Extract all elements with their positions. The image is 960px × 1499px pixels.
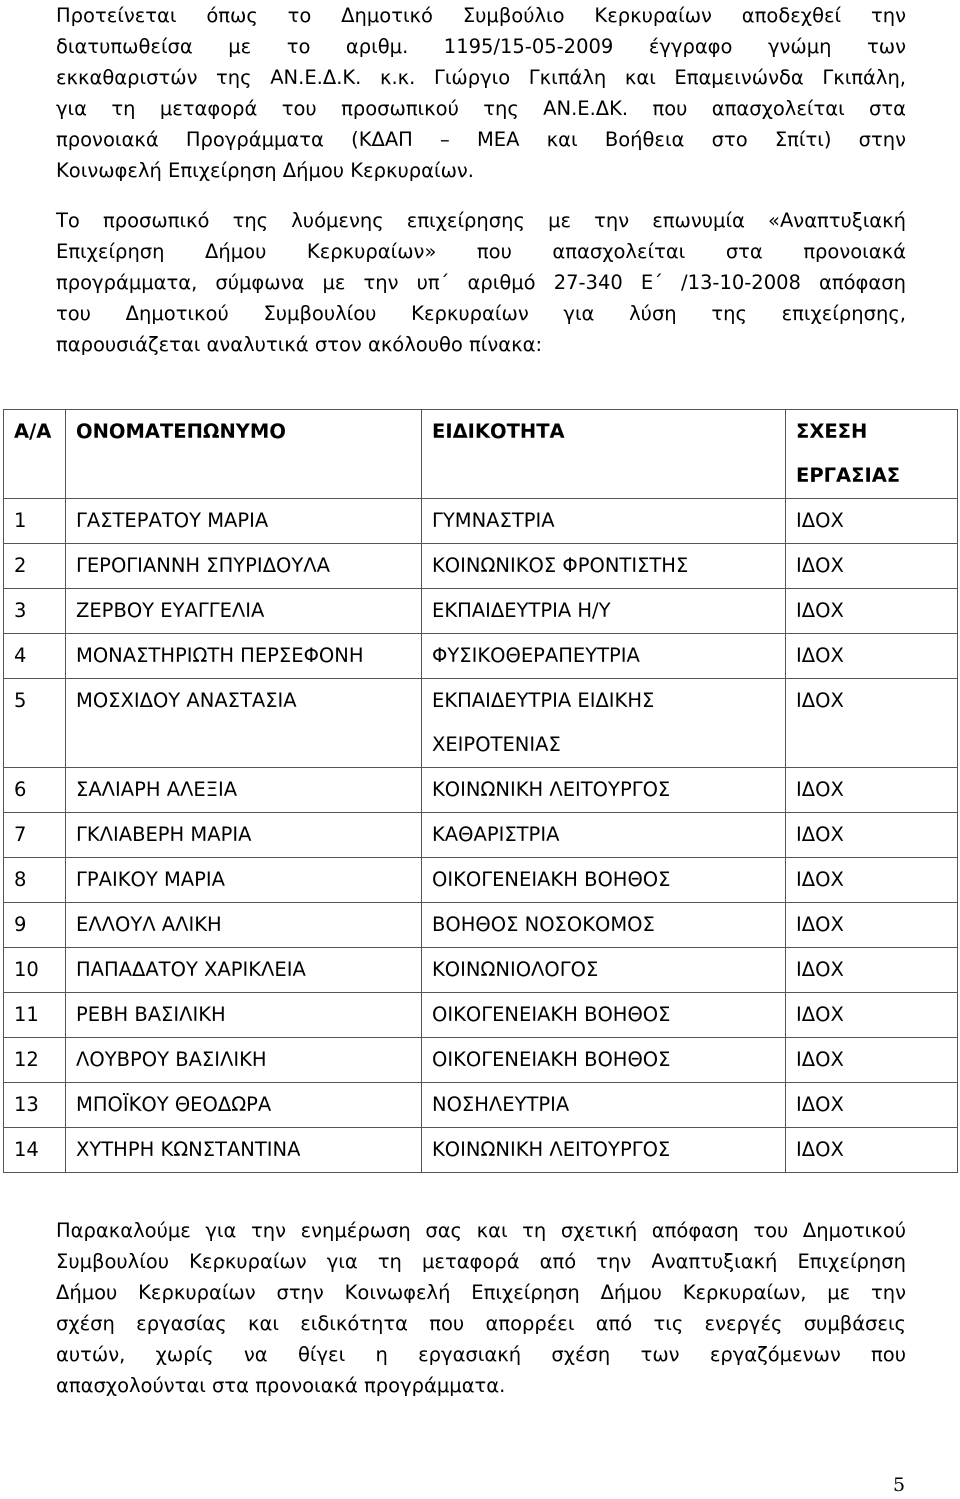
specialty-line: ΟΙΚΟΓΕΝΕΙΑΚΗ ΒΟΗΘΟΣ <box>432 1003 671 1026</box>
table-row <box>4 858 958 903</box>
cell-aa: 3 <box>4 589 66 634</box>
cell-specialty <box>422 1128 786 1173</box>
cell-aa: 14 <box>4 1128 66 1173</box>
closing-paragraph <box>56 1215 906 1401</box>
specialty-line: ΟΙΚΟΓΕΝΕΙΑΚΗ ΒΟΗΘΟΣ <box>432 868 671 891</box>
intro-paragraph <box>56 0 906 186</box>
cell-relation: ΙΔΟΧ <box>786 768 958 813</box>
specialty-line: ΚΟΙΝΩΝΙΚΗ ΛΕΙΤΟΥΡΓΟΣ <box>432 778 671 801</box>
table-row <box>4 768 958 813</box>
cell-relation: ΙΔΟΧ <box>786 544 958 589</box>
cell-aa: 2 <box>4 544 66 589</box>
cell-specialty <box>422 903 786 948</box>
specialty-line: ΦΥΣΙΚΟΘΕΡΑΠΕΥΤΡΙΑ <box>432 644 640 667</box>
cell-name: ΣΑΛΙΑΡΗ ΑΛΕΞΙΑ <box>66 768 422 813</box>
specialty-line: ΧΕΙΡΟΤΕΝΙΑΣ <box>432 733 561 756</box>
table-row <box>4 813 958 858</box>
text-line: Κοινωφελή Επιχείρηση Δήμου Κερκυραίων. <box>56 159 475 182</box>
specialty-line: ΕΚΠΑΙΔΕΥΤΡΙΑ Η/Υ <box>432 599 611 622</box>
table-header-row <box>4 410 958 499</box>
table-row <box>4 1038 958 1083</box>
cell-name: ΓΑΣΤΕΡΑΤΟΥ ΜΑΡΙΑ <box>66 499 422 544</box>
text-line: διατυπωθείσα με το αριθμ. 1195/15-05-2009 έγγραφο γνώμη των <box>56 35 906 58</box>
cell-name: ΜΟΣΧΙΔΟΥ ΑΝΑΣΤΑΣΙΑ <box>66 679 422 768</box>
cell-specialty <box>422 1083 786 1128</box>
specialty-line: ΚΟΙΝΩΝΙΚΗ ΛΕΙΤΟΥΡΓΟΣ <box>432 1138 671 1161</box>
cell-specialty <box>422 634 786 679</box>
table-body <box>4 499 958 1173</box>
cell-name: ΓΡΑΙΚΟΥ ΜΑΡΙΑ <box>66 858 422 903</box>
specialty-line: ΕΚΠΑΙΔΕΥΤΡΙΑ ΕΙΔΙΚΗΣ <box>432 689 655 712</box>
table-row <box>4 903 958 948</box>
cell-relation: ΙΔΟΧ <box>786 858 958 903</box>
cell-specialty <box>422 1038 786 1083</box>
text-line: προνοιακά Προγράμματα (ΚΔΑΠ – ΜΕΑ και Βοήθεια στο Σπίτι) στην <box>56 128 906 151</box>
text-line: για τη μεταφορά του προσωπικού της ΑΝ.Ε.ΔΚ. που απασχολείται στα <box>56 97 906 120</box>
header-relation-line2: ΕΡΓΑΣΙΑΣ <box>796 464 901 487</box>
specialty-line: ΚΑΘΑΡΙΣΤΡΙΑ <box>432 823 560 846</box>
cell-aa: 12 <box>4 1038 66 1083</box>
cell-relation: ΙΔΟΧ <box>786 993 958 1038</box>
table-row <box>4 499 958 544</box>
table-row <box>4 1128 958 1173</box>
cell-specialty <box>422 768 786 813</box>
cell-relation: ΙΔΟΧ <box>786 499 958 544</box>
cell-name: ΜΠΟΪΚΟΥ ΘΕΟΔΩΡΑ <box>66 1083 422 1128</box>
table-row <box>4 589 958 634</box>
cell-relation: ΙΔΟΧ <box>786 634 958 679</box>
text-line: παρουσιάζεται αναλυτικά στον ακόλουθο πίνακα: <box>56 333 543 356</box>
text-line: απασχολούνται στα προνοιακά προγράμματα. <box>56 1374 506 1397</box>
cell-name: ΓΕΡΟΓΙΑΝΝΗ ΣΠΥΡΙΔΟΥΛΑ <box>66 544 422 589</box>
cell-relation: ΙΔΟΧ <box>786 1128 958 1173</box>
cell-aa: 8 <box>4 858 66 903</box>
cell-relation: ΙΔΟΧ <box>786 679 958 768</box>
specialty-line: ΝΟΣΗΛΕΥΤΡΙΑ <box>432 1093 570 1116</box>
text-line: Το προσωπικό της λυόμενης επιχείρησης με την επωνυμία «Αναπτυξιακή <box>56 209 906 232</box>
text-line: αυτών, χωρίς να θίγει η εργασιακή σχέση των εργαζόμενων που <box>56 1343 906 1366</box>
text-line: του Δημοτικού Συμβουλίου Κερκυραίων για λύση της επιχείρησης, <box>56 302 906 325</box>
table-row <box>4 544 958 589</box>
cell-specialty <box>422 858 786 903</box>
specialty-line: ΚΟΙΝΩΝΙΟΛΟΓΟΣ <box>432 958 599 981</box>
header-specialty: ΕΙΔΙΚΟΤΗΤΑ <box>422 410 786 499</box>
specialty-line: ΓΥΜΝΑΣΤΡΙΑ <box>432 509 555 532</box>
table-row <box>4 634 958 679</box>
cell-name: ΜΟΝΑΣΤΗΡΙΩΤΗ ΠΕΡΣΕΦΟΝΗ <box>66 634 422 679</box>
cell-relation: ΙΔΟΧ <box>786 589 958 634</box>
header-relation <box>786 410 958 499</box>
text-line: Προτείνεται όπως το Δημοτικό Συμβούλιο Κερκυραίων αποδεχθεί την <box>56 4 906 27</box>
staff-description-paragraph <box>56 205 906 360</box>
cell-specialty <box>422 948 786 993</box>
cell-aa: 5 <box>4 679 66 768</box>
cell-specialty <box>422 544 786 589</box>
cell-name: ΕΛΛΟΥΛ ΑΛΙΚΗ <box>66 903 422 948</box>
text-line: Επιχείρηση Δήμου Κερκυραίων» που απασχολείται στα προνοιακά <box>56 240 906 263</box>
table-row <box>4 1083 958 1128</box>
cell-aa: 4 <box>4 634 66 679</box>
cell-aa: 13 <box>4 1083 66 1128</box>
header-relation-line1: ΣΧΕΣΗ <box>796 420 868 443</box>
cell-name: ΠΑΠΑΔΑΤΟΥ ΧΑΡΙΚΛΕΙΑ <box>66 948 422 993</box>
cell-aa: 9 <box>4 903 66 948</box>
page-number: 5 <box>893 1474 906 1496</box>
header-aa: Α/Α <box>4 410 66 499</box>
text-line: Δήμου Κερκυραίων στην Κοινωφελή Επιχείρηση Δήμου Κερκυραίων, με την <box>56 1281 906 1304</box>
cell-specialty <box>422 993 786 1038</box>
table-row <box>4 948 958 993</box>
cell-relation: ΙΔΟΧ <box>786 1083 958 1128</box>
table-row <box>4 679 958 768</box>
cell-aa: 1 <box>4 499 66 544</box>
text-line: εκκαθαριστών της ΑΝ.Ε.Δ.Κ. κ.κ. Γιώργιο Γκιπάλη και Επαμεινώνδα Γκιπάλη, <box>56 66 906 89</box>
cell-specialty <box>422 589 786 634</box>
header-name: ΟΝΟΜΑΤΕΠΩΝΥΜΟ <box>66 410 422 499</box>
cell-relation: ΙΔΟΧ <box>786 813 958 858</box>
specialty-line: ΒΟΗΘΟΣ ΝΟΣΟΚΟΜΟΣ <box>432 913 655 936</box>
cell-specialty <box>422 813 786 858</box>
specialty-line: ΟΙΚΟΓΕΝΕΙΑΚΗ ΒΟΗΘΟΣ <box>432 1048 671 1071</box>
cell-name: ΡΕΒΗ ΒΑΣΙΛΙΚΗ <box>66 993 422 1038</box>
text-line: Συμβουλίου Κερκυραίων για τη μεταφορά από την Αναπτυξιακή Επιχείρηση <box>56 1250 906 1273</box>
cell-relation: ΙΔΟΧ <box>786 903 958 948</box>
text-line: σχέση εργασίας και ειδικότητα που απορρέει από τις ενεργές συμβάσεις <box>56 1312 906 1335</box>
cell-aa: 7 <box>4 813 66 858</box>
cell-name: ΧΥΤΗΡΗ ΚΩΝΣΤΑΝΤΙΝΑ <box>66 1128 422 1173</box>
cell-name: ΓΚΛΙΑΒΕΡΗ ΜΑΡΙΑ <box>66 813 422 858</box>
specialty-line: ΚΟΙΝΩΝΙΚΟΣ ΦΡΟΝΤΙΣΤΗΣ <box>432 554 689 577</box>
cell-relation: ΙΔΟΧ <box>786 1038 958 1083</box>
cell-relation: ΙΔΟΧ <box>786 948 958 993</box>
text-line: Παρακαλούμε για την ενημέρωση σας και τη σχετική απόφαση του Δημοτικού <box>56 1219 906 1242</box>
cell-specialty <box>422 679 786 768</box>
staff-table <box>3 409 958 1173</box>
text-line: προγράμματα, σύμφωνα με την υπ΄ αριθμό 27-340 Ε΄ /13-10-2008 απόφαση <box>56 271 906 294</box>
cell-aa: 6 <box>4 768 66 813</box>
cell-aa: 11 <box>4 993 66 1038</box>
table-row <box>4 993 958 1038</box>
cell-aa: 10 <box>4 948 66 993</box>
cell-name: ΖΕΡΒΟΥ ΕΥΑΓΓΕΛΙΑ <box>66 589 422 634</box>
cell-name: ΛΟΥΒΡΟΥ ΒΑΣΙΛΙΚΗ <box>66 1038 422 1083</box>
cell-specialty <box>422 499 786 544</box>
